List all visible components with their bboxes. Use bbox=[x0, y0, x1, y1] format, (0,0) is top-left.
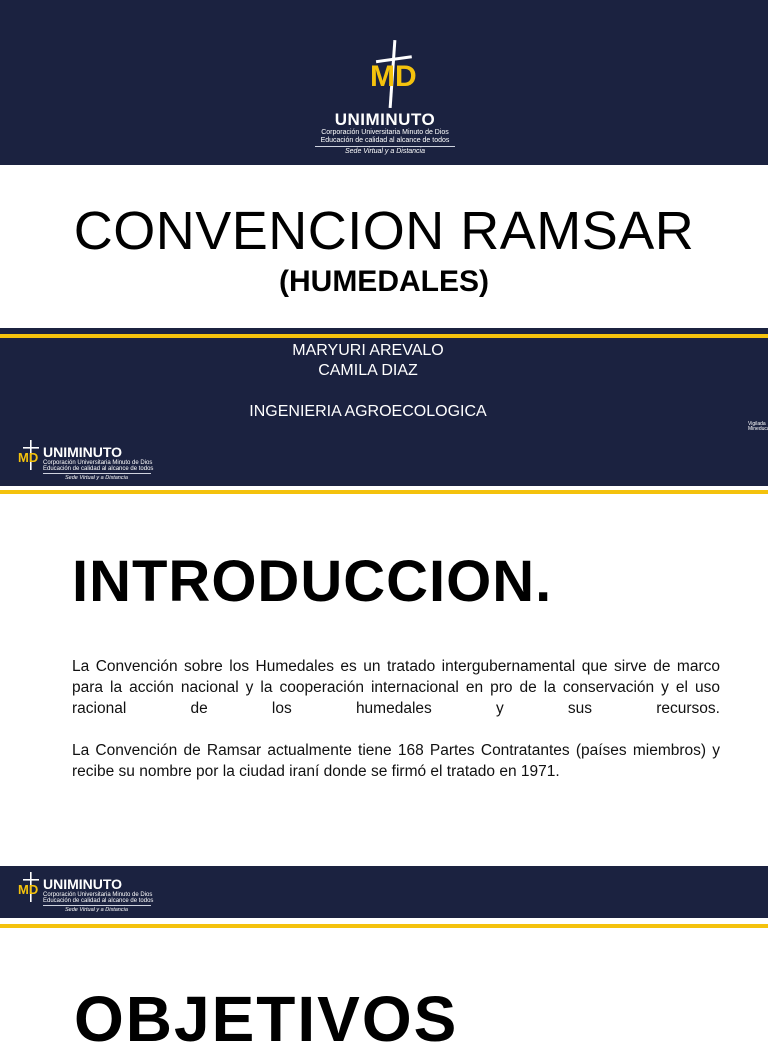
gold-divider bbox=[0, 490, 768, 494]
logo-line3: Sede Virtual y a Distancia bbox=[344, 148, 426, 155]
logo-brand: UNIMINUTO bbox=[334, 110, 436, 129]
logo-line1: Corporación Universitaria Minuto de Dios bbox=[43, 460, 153, 466]
objectives-heading: OBJETIVOS bbox=[74, 983, 459, 1055]
logo-monogram: MD bbox=[370, 60, 417, 93]
slide1-subtitle: (HUMEDALES) bbox=[279, 265, 489, 298]
md-cross-logo-icon bbox=[18, 440, 44, 470]
logo-line2: Educación de calidad al alcance de todos bbox=[43, 898, 154, 904]
slide1-title: CONVENCION RAMSAR bbox=[73, 201, 695, 261]
md-cross-logo-icon bbox=[362, 40, 422, 110]
logo-brand: UNIMINUTO bbox=[43, 876, 123, 892]
svg-text:MD: MD bbox=[18, 450, 39, 465]
title-band bbox=[0, 165, 768, 328]
gold-divider bbox=[0, 924, 768, 928]
intro-paragraph-1: La Convención sobre los Humedales es un tratado intergubernamental que sirve de marco para la acción nacional y la cooperación internacional en pro de la conservación y el uso racional de los humedales y sus recursos. bbox=[72, 658, 720, 717]
slide1-header bbox=[0, 0, 768, 165]
intro-paragraph-2: La Convención de Ramsar actualmente tiene 168 Partes Contratantes (países miembros) y recibe su nombre por la ciudad iraní donde se firmó el tratado en 1971. bbox=[72, 742, 720, 780]
watermark-line1: Vigilada bbox=[748, 421, 766, 427]
uniminuto-logo-small bbox=[18, 440, 158, 485]
logo-line1: Corporación Universitaria Minuto de Dios bbox=[43, 892, 153, 898]
gold-divider bbox=[0, 334, 768, 338]
author-2: CAMILA DIAZ bbox=[318, 362, 418, 379]
slide1-footer bbox=[0, 328, 779, 486]
logo-line2: Educación de calidad al alcance de todos bbox=[320, 137, 450, 144]
uniminuto-logo bbox=[310, 40, 460, 165]
intro-heading: INTRODUCCION. bbox=[72, 549, 553, 614]
logo-divider bbox=[315, 146, 455, 147]
logo-line3: Sede Virtual y a Distancia bbox=[65, 475, 128, 481]
logo-line1: Corporación Universitaria Minuto de Dios bbox=[321, 129, 449, 136]
md-cross-logo-icon bbox=[18, 872, 44, 902]
logo-divider bbox=[43, 473, 151, 474]
program-name: INGENIERIA AGROECOLOGICA bbox=[249, 403, 487, 420]
logo-line3: Sede Virtual y a Distancia bbox=[65, 907, 128, 913]
slide3-header bbox=[0, 866, 768, 918]
watermark-line2: Mineducación bbox=[748, 426, 779, 432]
logo-line2: Educación de calidad al alcance de todos bbox=[43, 466, 154, 472]
logo-brand: UNIMINUTO bbox=[43, 444, 123, 460]
uniminuto-logo-small bbox=[18, 872, 158, 917]
svg-text:MD: MD bbox=[18, 882, 39, 897]
logo-divider bbox=[43, 905, 151, 906]
author-1: MARYURI AREVALO bbox=[292, 342, 444, 359]
vigilada-watermark bbox=[748, 422, 779, 432]
